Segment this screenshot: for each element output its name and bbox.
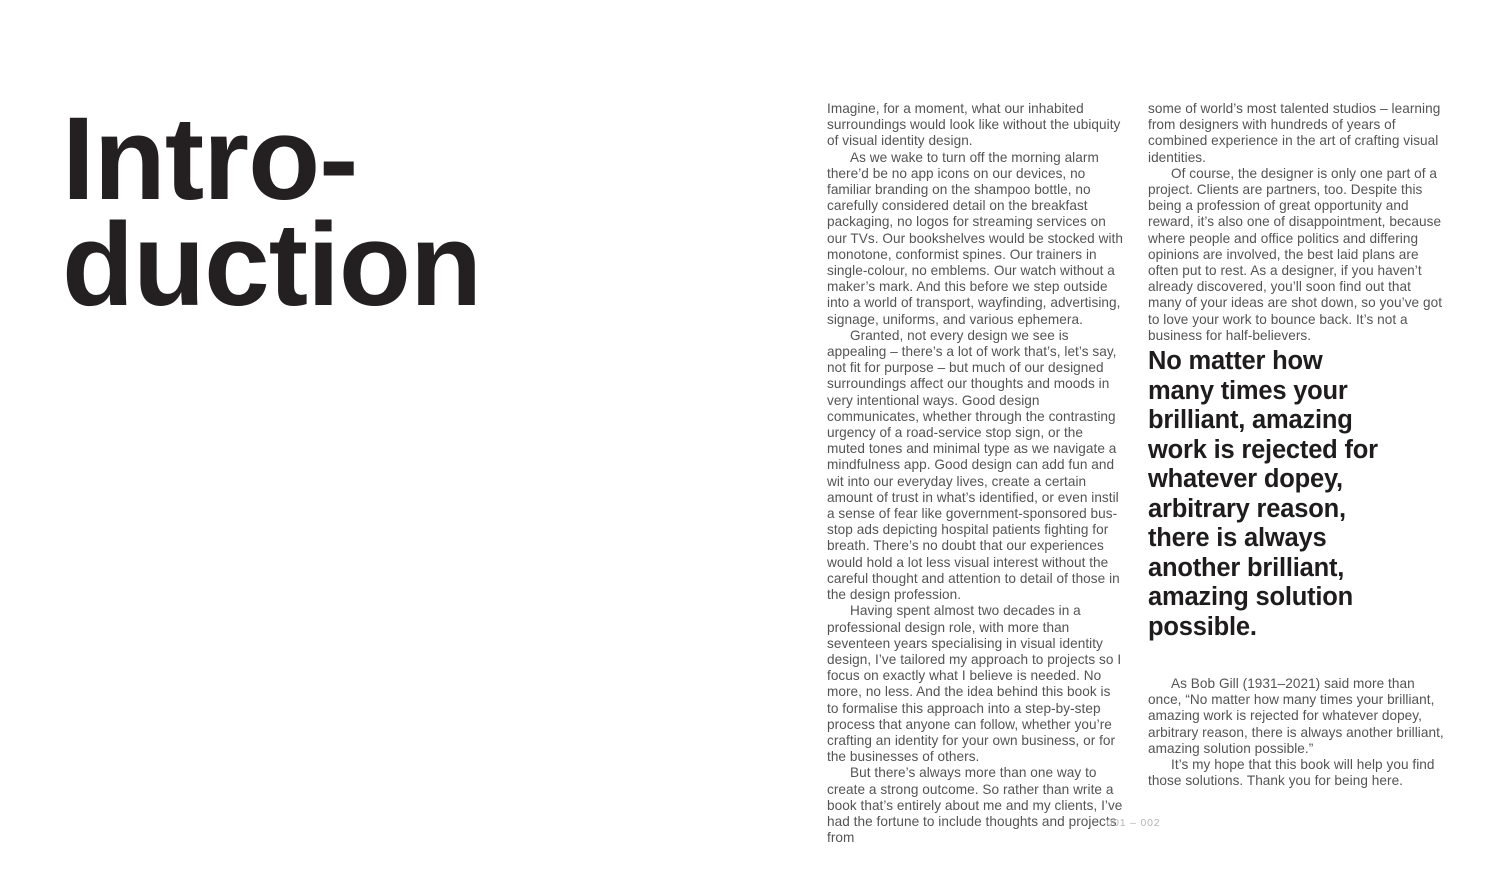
page-title	[62, 93, 482, 331]
paragraph: some of world’s most talented studios – learning from designers with hundreds of years of combined experience in the art of crafting visual identities.	[1148, 101, 1441, 165]
pull-quote-line: whatever dopey,	[1148, 465, 1343, 493]
page-title-line-1: Intro-	[62, 93, 358, 225]
pull-quote-line: another brilliant,	[1148, 553, 1345, 582]
paragraph: Of course, the designer is only one part of a project. Clients are partners, too. Despite this being a profession of great opportunity and reward, it’s also one of disappointment, because where people and office politics and differing opinions are involved, the best laid plans are often put to rest. As a designer, if you haven’t already discovered, you’ll soon find out that many of your ideas are shot down, so you’ve got to love your work to bounce back. It’s not a business for half-believers.	[1148, 165, 1443, 343]
pull-quote-line: No matter how	[1148, 347, 1323, 375]
body-column-right	[1148, 101, 1444, 821]
page-title-line-2: duction	[62, 199, 482, 331]
paragraph: Imagine, for a moment, what our inhabited surroundings would look like without the ubiquity of visual identity design.	[827, 101, 1121, 149]
paragraph: Granted, not every design we see is appealing – there’s a lot of work that’s, let’s say, not fit for purpose – but much of our designed surroundings affect our thoughts and moods in very intentional ways. Good design communicates, whether through the contrasting urgency of a road-service stop sign, or the muted tones and minimal type as we navigate a mindfulness app. Good design can add fun and wit into our everyday lives, create a certain amount of trust in what’s identified, or even instil a sense of fear like government-sponsored bus-stop ads depicting hospital patients fighting for breath. There’s no doubt that our experiences would hold a lot less visual interest without the careful thought and attention to detail of those in the design profession.	[827, 327, 1120, 603]
pull-quote-line: amazing solution	[1148, 583, 1354, 611]
pull-quote-line: there is always	[1148, 524, 1327, 552]
paragraph: It’s my hope that this book will help you find those solutions. Thank you for being here.	[1148, 757, 1435, 789]
pull-quote-line: many times your	[1148, 376, 1348, 405]
right-column-bottom	[1148, 676, 1444, 789]
pull-quote	[1148, 347, 1488, 642]
paragraph: But there’s always more than one way to create a strong outcome. So rather than write a book that’s entirely about me and my clients, I’ve had the fortune to include thoughts and projects from	[827, 765, 1123, 846]
pull-quote-line: arbitrary reason,	[1148, 494, 1346, 523]
page-number: 001 – 002	[1106, 817, 1161, 829]
pull-quote-line: brilliant, amazing	[1148, 406, 1353, 434]
pull-quote-line: work is rejected for	[1148, 435, 1378, 464]
body-column-left	[827, 101, 1123, 846]
paragraph: As Bob Gill (1931–2021) said more than once, “No matter how many times your brilliant, amazing work is rejected for whatever dopey, arbitrary reason, there is always another brilliant, amazing solution possible.”	[1148, 676, 1444, 756]
right-column-top	[1148, 101, 1444, 344]
pull-quote-line: possible.	[1148, 612, 1257, 641]
paragraph: Having spent almost two decades in a professional design role, with more than seventeen years specialising in visual identity design, I’ve tailored my approach to projects so I focus on exactly what I believe is needed. No more, no less. And the idea behind this book is to formalise this approach into a step-by-step process that anyone can follow, whether you’re crafting an identity for your own business, or for the businesses of others.	[827, 603, 1122, 765]
paragraph: As we wake to turn off the morning alarm there’d be no app icons on our devices, no familiar branding on the shampoo bottle, no carefully considered detail on the breakfast packaging, no logos for streaming services on our TVs. Our bookshelves would be stocked with monotone, conformist spines. Our trainers in single-colour, no emblems. Our watch without a maker’s mark. And this before we step outside into a world of transport, wayfinding, advertising, signage, uniforms, and various ephemera.	[827, 149, 1123, 327]
